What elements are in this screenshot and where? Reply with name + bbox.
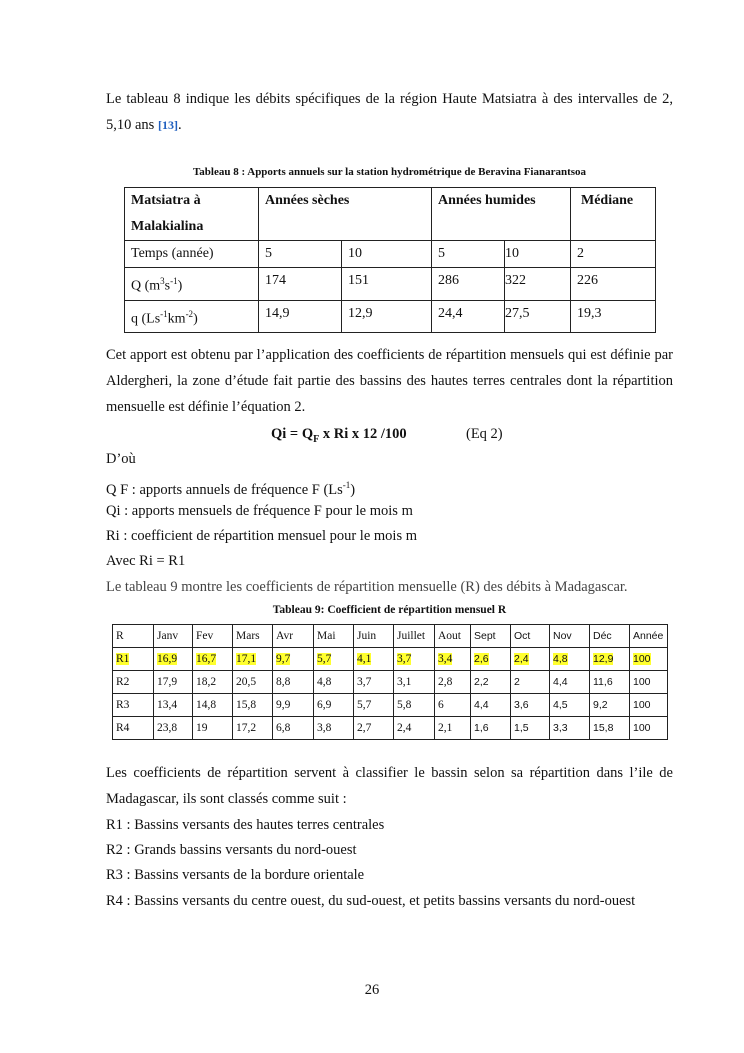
- table9-intro: Le tableau 9 montre les coefficients de répartition mensuelle (R) des débits à Madagascar.: [106, 579, 628, 595]
- equation-number: (Eq 2): [466, 426, 503, 442]
- table-header-row: R Janv Fev Mars Avr Mai Juin Juillet Aout Sept Oct Nov Déc Année: [113, 625, 668, 648]
- intro-text: Le tableau 8 indique les débits spécifiques de la région Haute Matsiatra à des intervalles de 2, 5,10 ans: [106, 91, 673, 133]
- row-label: Q $(m^3s^{-1})$: [125, 268, 259, 301]
- table8-header-wet: Années humides: [432, 188, 571, 241]
- equation-formula: $Qi = Q_F$ x Ri x 12 /100: [271, 426, 407, 445]
- definition-qi: Qi : apports mensuels de fréquence F pour le mois m: [106, 503, 413, 519]
- paragraph-application: Cet apport est obtenu par l’application des coefficients de répartition mensuels qui est définie par Aldergheri, la zone d’étude fait partie des bassins des hautes terres centrales dont la répartition mensuelle est définie l’équation 2.: [106, 347, 673, 415]
- definition-ri: Ri : coefficient de répartition mensuel pour le mois m: [106, 528, 417, 544]
- table-row-r3: R3 13,4 14,8 15,8 9,9 6,9 5,7 5,8 6 4,4 3,6 4,5 9,2 100: [113, 694, 668, 717]
- table-row-r2: R2 17,9 18,2 20,5 8,8 4,8 3,7 3,1 2,8 2,2 2 4,4 11,6 100: [113, 671, 668, 694]
- class-r4: R4 : Bassins versants du centre ouest, du sud-ouest, et petits bassins versants du nord-ouest: [106, 893, 636, 909]
- table-row: q $(Ls^{-1}km^{-2})$ 14,9 12,9 24,4 27,5 19,3: [125, 300, 656, 333]
- page-number: 26: [364, 982, 380, 998]
- definition-avec: Avec Ri = R1: [106, 553, 186, 569]
- intro-paragraph: Le tableau 8 indique les débits spécifiques de la région Haute Matsiatra à des intervalles de 2, 5,10 ans [13].: [106, 91, 673, 133]
- table9-caption: Tableau 9: Coefficient de répartition mensuel R: [272, 604, 507, 616]
- table8-header-station: Matsiatra à Malakialina: [125, 188, 259, 241]
- table8-header-median: Médiane: [571, 188, 656, 241]
- row-label: Temps (année): [125, 241, 259, 268]
- definition-qf: Q F : apports annuels de fréquence F $(Ls^{-1})$: [106, 480, 356, 498]
- table8: [124, 187, 656, 333]
- class-r3: R3 : Bassins versants de la bordure orientale: [106, 867, 365, 883]
- table9: [112, 624, 668, 740]
- table-row: Q $(m^3s^{-1})$ 174 151 286 322 226: [125, 268, 656, 301]
- table-row-r4: R4 23,8 19 17,2 6,8 3,8 2,7 2,4 2,1 1,6 1,5 3,3 15,8 100: [113, 717, 668, 740]
- citation-link[interactable]: [13]: [157, 118, 178, 132]
- table8-header-dry: Années sèches: [259, 188, 432, 241]
- class-r1: R1 : Bassins versants des hautes terres centrales: [106, 817, 385, 833]
- class-r2: R2 : Grands bassins versants du nord-ouest: [106, 842, 357, 858]
- table-row-r1: R1 16,9 16,7 17,1 9,7 5,7 4,1 3,7 3,4 2,6 2,4 4,8 12,9 100: [113, 648, 668, 671]
- table-row: Temps (année) 5 10 5 10 2: [125, 241, 656, 268]
- table8-caption: Tableau 8 : Apports annuels sur la station hydrométrique de Beravina Fianarantsoa: [192, 166, 587, 178]
- row-label: q $(Ls^{-1}km^{-2})$: [125, 300, 259, 333]
- paragraph-classification: Les coefficients de répartition servent à classifier le bassin selon sa répartition dans l’ile de Madagascar, ils sont classés comme suit :: [106, 765, 673, 807]
- definition-dou: D’où: [106, 451, 136, 467]
